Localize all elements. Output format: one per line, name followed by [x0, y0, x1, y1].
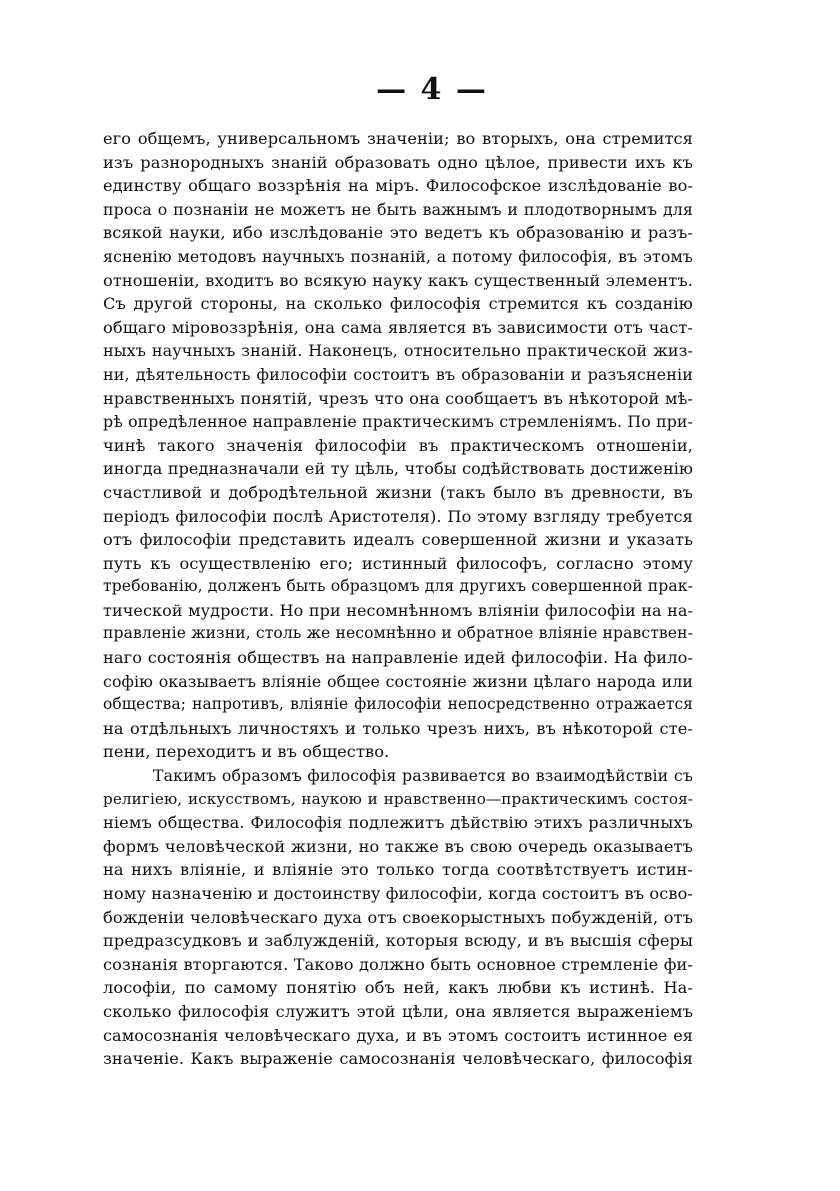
text-line: иногда предназначали ей ту цѣль, чтобы содѣйствовать достиженію	[103, 459, 693, 479]
text-line: религіею, искусствомъ, наукою и нравственно—практическимъ состоя-	[103, 789, 693, 808]
text-line: отъ философіи представить идеалъ совершенной жизни и указать	[103, 530, 693, 550]
text-line: лософіи, по самому понятію объ ней, какъ любви къ истинѣ. На-	[103, 978, 693, 998]
paragraph-first-line: Такимъ образомъ философія развивается во взаимодѣйствіи съ	[153, 766, 693, 786]
text-line: путь къ осуществленію его; истинный философъ, согласно этому	[103, 553, 693, 573]
text-line: всякой науки, ибо изслѣдованіе это ведетъ къ образованію и разъ-	[103, 223, 693, 243]
text-line: значеніе. Какъ выраженіе самосознанія человѣческаго, философія	[103, 1049, 693, 1069]
text-line: отношеніи, входитъ во всякую науку какъ существенный элементъ.	[103, 270, 693, 290]
text-line: сознанія вторгаются. Таково должно быть основное стремленіе фи-	[103, 954, 693, 974]
text-line: правленіе жизни, столь же несомнѣнно и обратное вліяніе нравствен-	[103, 624, 693, 643]
text-line: общаго міровоззрѣнія, она сама является въ зависимости отъ част-	[103, 317, 693, 337]
text-line: единству общаго воззрѣнія на міръ. Философское изслѣдованіе во-	[103, 176, 693, 196]
text-line: его общемъ, универсальномъ значеніи; во вторыхъ, она стремится	[103, 129, 693, 148]
text-line: ясненію методовъ научныхъ познаній, а потому философія, въ этомъ	[103, 246, 693, 266]
text-line: на отдѣльныхъ личностяхъ и только чрезъ нихъ, въ нѣкоторой сте-	[103, 718, 693, 738]
text-line: періодъ философіи послѣ Аристотеля). По этому взгляду требуется	[103, 506, 693, 526]
text-line: тической мудрости. Но при несомнѣнномъ вліяніи философіи на на-	[103, 600, 693, 620]
text-line: ніемъ общества. Философія подлежитъ дѣйствію этихъ различныхъ	[103, 813, 693, 833]
text-line: на нихъ вліяніе, и вліяніе это только тогда соотвѣтствуетъ истин-	[103, 860, 693, 880]
text-line: Съ другой стороны, на сколько философія стремится къ созданію	[103, 294, 693, 314]
text-line: божденіи человѣческаго духа отъ своекорыстныхъ побужденій, отъ	[103, 907, 693, 927]
text-line: проса о познаніи не можетъ не быть важнымъ и плодотворнымъ для	[103, 199, 693, 219]
body-text	[103, 127, 693, 1071]
page-number: — 4 —	[376, 72, 488, 107]
text-line: софію оказываетъ вліяніе общее состояніе жизни цѣлаго народа или	[103, 671, 693, 691]
text-line: ни, дѣятельность философіи состоитъ въ образованіи и разъясненіи	[103, 364, 693, 384]
text-line: предразсудковъ и заблужденій, которыя всюду, и въ высшія сферы	[103, 931, 693, 951]
text-line: изъ разнородныхъ знаній образовать одно цѣлое, привести ихъ къ	[103, 152, 693, 172]
text-line: ныхъ научныхъ знаній. Наконецъ, относительно практической жиз-	[103, 341, 693, 361]
text-line: пени, переходитъ и въ общество.	[103, 742, 390, 762]
text-line: чинѣ такого значенія философіи въ практическомъ отношеніи,	[103, 435, 693, 455]
text-line: общества; напротивъ, вліяніе философіи непосредственно отражается	[103, 695, 693, 714]
text-line: формъ человѣческой жизни, но также въ свою очередь оказываетъ	[103, 836, 693, 856]
text-line: сколько философія служитъ этой цѣли, она является выраженіемъ	[103, 1001, 693, 1021]
text-line: счастливой и добродѣтельной жизни (такъ было въ древности, въ	[103, 482, 693, 502]
text-line: ному назначенію и достоинству философіи, когда состоитъ въ осво-	[103, 884, 693, 903]
text-line: самосознанія человѣческаго духа, и въ этомъ состоитъ истинное ея	[103, 1025, 693, 1045]
text-line: рѣ опредѣленное направленіе практическимъ стремленіямъ. По при-	[103, 412, 693, 432]
text-line: нравственныхъ понятій, чрезъ что она сообщаетъ въ нѣкоторой мѣ-	[103, 388, 693, 408]
text-line: требованію, долженъ быть образцомъ для другихъ совершенной прак-	[103, 577, 693, 596]
text-line: наго состоянія обществъ на направленіе идей философіи. На фило-	[103, 648, 693, 668]
